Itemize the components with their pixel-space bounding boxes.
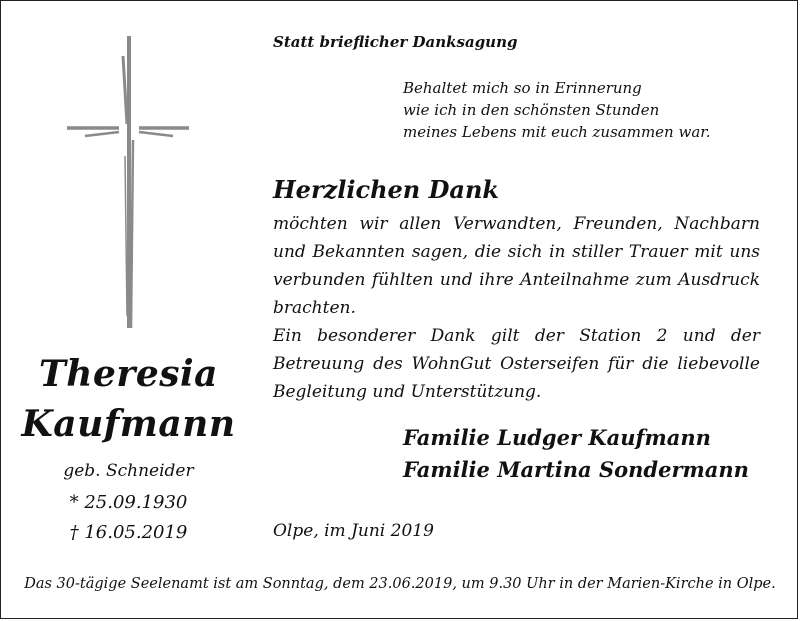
- signature: Familie Ludger Kaufmann: [403, 425, 711, 450]
- notice-header: Statt brieflicher Danksagung: [273, 33, 518, 51]
- thanks-paragraph: Ein besonderer Dank gilt der Station 2 und der Betreuung des WohnGut Osterseifen für die liebevolle Begleitung und Unterstützung.: [273, 326, 760, 402]
- poem-line: meines Lebens mit euch zusammen war.: [403, 123, 711, 141]
- thanks-heading: Herzlichen Dank: [273, 175, 500, 204]
- poem: [403, 77, 711, 143]
- cross-icon: [61, 36, 196, 336]
- poem-line: wie ich in den schönsten Stunden: [403, 101, 660, 119]
- signature: Familie Martina Sondermann: [403, 457, 749, 482]
- deceased-first-name: Theresia: [38, 353, 218, 395]
- deceased-last-name: Kaufmann: [21, 403, 236, 445]
- death-date: † 16.05.2019: [69, 522, 188, 543]
- thanks-text: [273, 210, 760, 406]
- place-date: Olpe, im Juni 2019: [273, 521, 434, 541]
- maiden-name: geb. Schneider: [63, 461, 194, 481]
- birth-date: * 25.09.1930: [69, 492, 188, 513]
- memorial-mass-note: Das 30-tägige Seelenamt ist am Sonntag, dem 23.06.2019, um 9.30 Uhr in der Marien-Kirche in Olpe.: [24, 576, 776, 592]
- thanks-paragraph: möchten wir allen Verwandten, Freunden, Nachbarn und Bekannten sagen, die sich in stiller Trauer mit uns verbunden fühlten und ihre Anteilnahme zum Ausdruck brachten.: [273, 214, 760, 318]
- poem-line: Behaltet mich so in Erinnerung: [403, 79, 642, 97]
